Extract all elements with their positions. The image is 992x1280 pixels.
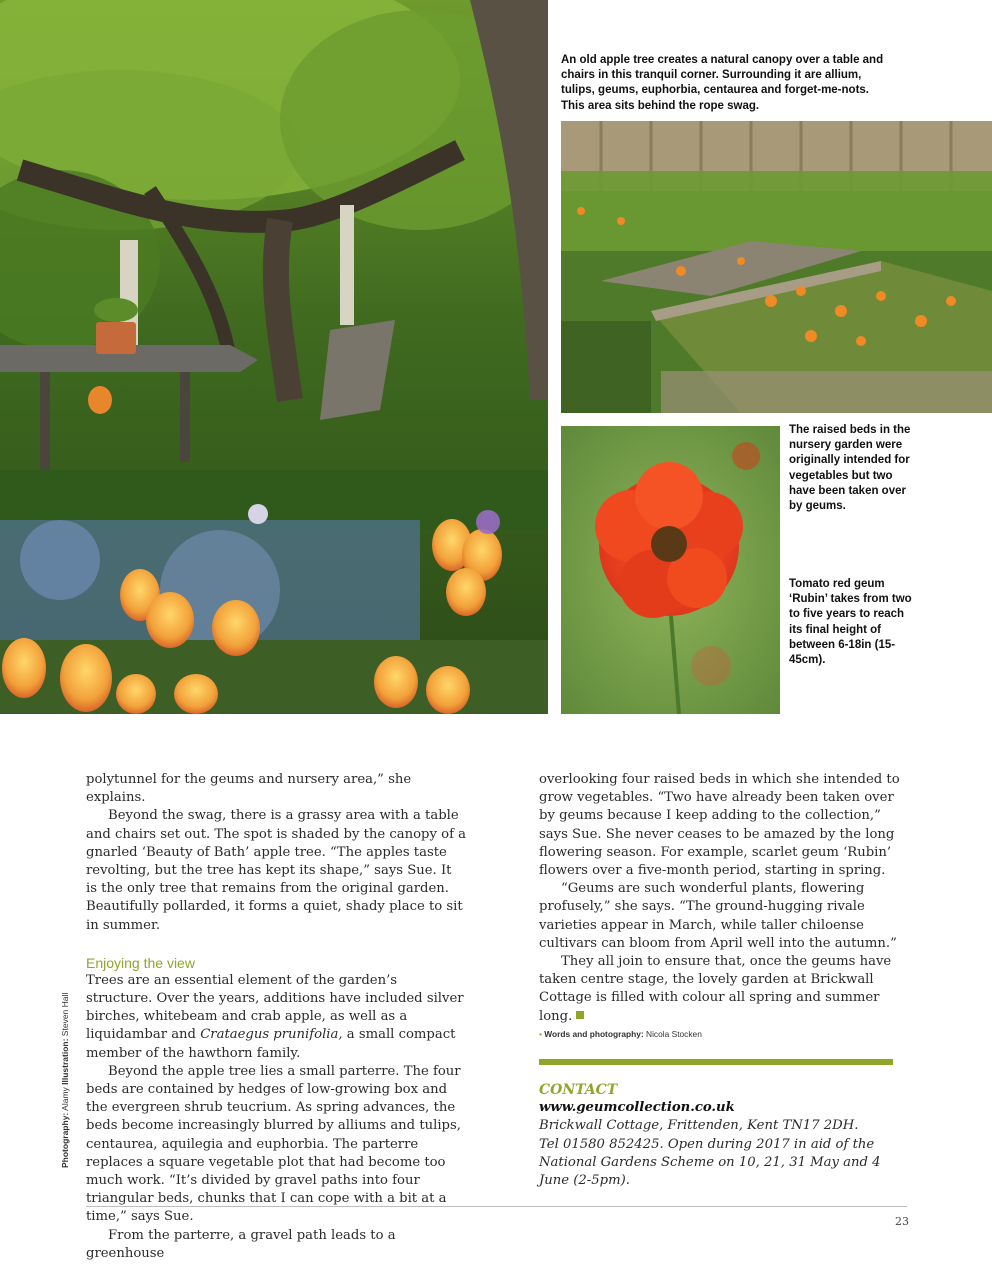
- paragraph: From the parterre, a gravel path leads to a greenhouse: [86, 1227, 396, 1261]
- paragraph: Beyond the apple tree lies a small parterre. The four beds are contained by hedges of low-growing box and the evergreen shrub teucrium. As spring advances, the beds become increasingly blurred by alliums and tulips, centaurea, aquilegia and euphorbia. The parterre replaces a square vegetable plot that had become too much work. “It’s divided by gravel paths into four triangular beds, chunks that I can cope with a bit at a time,” says Sue.: [86, 1063, 461, 1225]
- credit-name: Nicola Stocken: [646, 1029, 702, 1039]
- photo-apple-tree-corner: [0, 0, 548, 714]
- illustration-credit-value: Steven Hall: [60, 992, 70, 1037]
- plant-name-italic: Crataegus prunifolia,: [200, 1027, 343, 1043]
- caption-geum-rubin: Tomato red geum ‘Rubin’ takes from two to five years to reach its final height of between 6-18in (15-45cm).: [789, 578, 912, 667]
- paragraph-text: a small compact member of the hawthorn family.: [86, 1027, 456, 1061]
- photo-raised-beds: [561, 121, 992, 413]
- paragraph: Beyond the swag, there is a grassy area with a table and chairs set out. The spot is shaded by the canopy of a gnarled ‘Beauty of Bath’ apple tree. “The apples taste revolting, but the tree has kept its shape,” says Sue. It is the only tree that remains from the original garden. Beautifully pollarded, it forms a quiet, shady place to sit in summer.: [86, 808, 467, 933]
- contact-address: Brickwall Cottage, Frittenden, Kent TN17 2DH.: [539, 1118, 859, 1134]
- contact-heading: CONTACT: [539, 1082, 618, 1098]
- paragraph: [539, 953, 909, 1026]
- photo-geum-rubin: [561, 426, 780, 714]
- illustration-credit-label: Illustration:: [60, 1038, 70, 1085]
- paragraph: overlooking four raised beds in which she intended to grow vegetables. “Two have already been taken over by geums because I keep adding to the collection,” says Sue. She never ceases to be amazed by the long flowering season. For example, scarlet geum ‘Rubin’ flowers over a five-month period, starting in spring.: [539, 772, 900, 879]
- credit-label: Words and photography:: [544, 1029, 644, 1039]
- bullet-icon: •: [539, 1029, 542, 1039]
- paragraph: “Geums are such wonderful plants, flowering profusely,” she says. “The ground-hugging rivale varieties appear in March, while taller chiloense cultivars can bloom from April well into the autumn.”: [539, 881, 897, 951]
- page-number: 23: [895, 1215, 909, 1228]
- divider: [539, 1059, 893, 1065]
- caption-raised-beds: The raised beds in the nursery garden were originally intended for vegetables but two have been taken over by geums.: [789, 424, 911, 513]
- paragraph-text: They all join to ensure that, once the geums have taken centre stage, the lovely garden at Brickwall Cottage is filled with colour all spring and summer long.: [539, 954, 892, 1024]
- paragraph: [86, 972, 466, 1063]
- geum-flower-illustration: [561, 426, 780, 714]
- raised-beds-illustration: [561, 121, 992, 413]
- photo-credit-value: Alamy: [60, 1087, 70, 1111]
- apple-tree-illustration: [0, 0, 548, 714]
- photo-credit-label: Photography:: [60, 1112, 70, 1168]
- paragraph-text: Trees are an essential element of the garden’s structure. Over the years, additions have included silver birches, whitebeam and crab apple, as well as a liquidambar and: [86, 972, 464, 1043]
- paragraph: polytunnel for the geums and nursery area,” she explains.: [86, 772, 412, 806]
- article-column-right: [539, 771, 909, 1026]
- contact-box: [539, 1081, 909, 1190]
- footer-divider: [86, 1206, 907, 1207]
- words-photography-credit: [539, 1029, 702, 1039]
- caption-apple-tree: An old apple tree creates a natural canopy over a table and chairs in this tranquil corner. Surrounding it are allium, tulips, geums, euphorbia, centaurea and forget-me-nots. This area sits behind the rope swag.: [561, 54, 884, 112]
- subheading-enjoying-the-view: Enjoying the view: [86, 954, 195, 971]
- contact-details: Tel 01580 852425. Open during 2017 in aid of the National Gardens Scheme on 10, 21, 31 May and 4 June (2-5pm).: [539, 1136, 881, 1189]
- article-column-left: [86, 771, 466, 1263]
- end-mark-icon: [576, 1011, 584, 1019]
- photography-illustration-credit: [60, 993, 70, 1168]
- website-link[interactable]: www.geumcollection.co.uk: [539, 1100, 735, 1116]
